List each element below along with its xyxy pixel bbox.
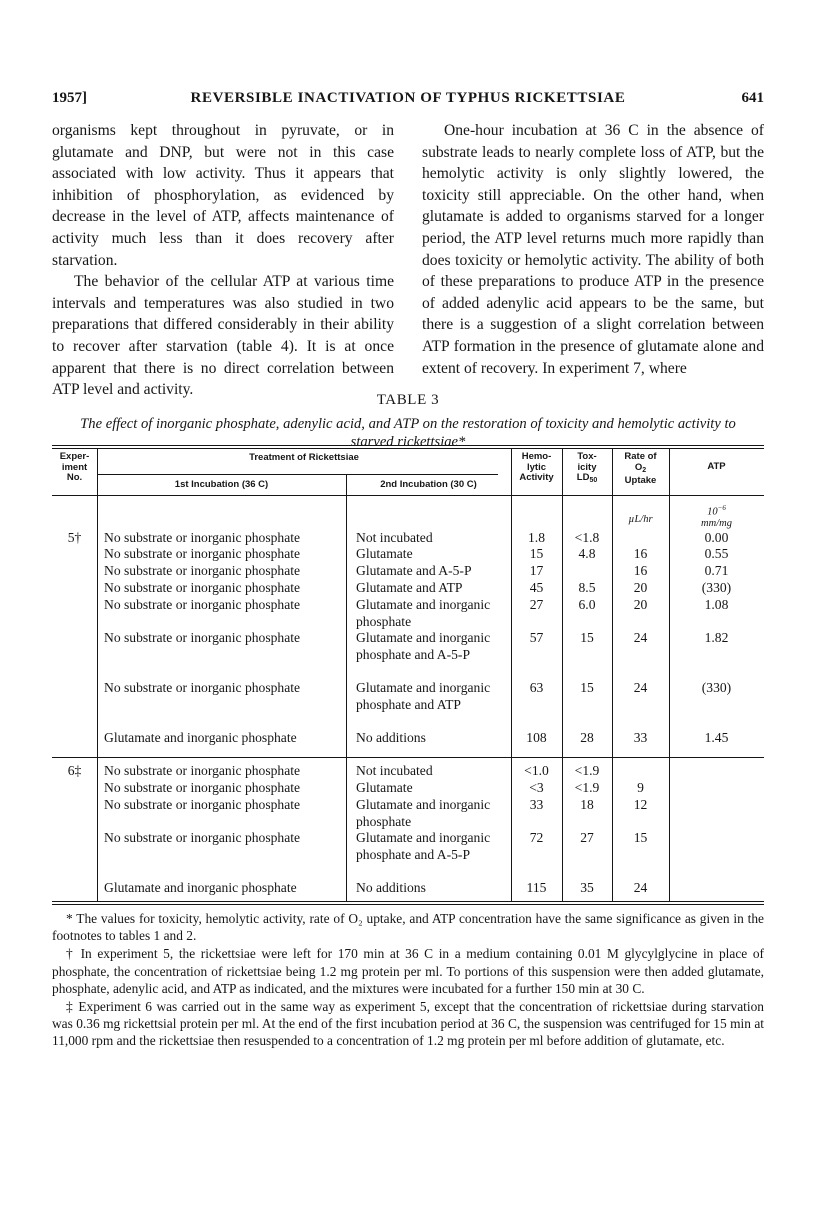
running-head: [52, 90, 764, 110]
cell-rate: 20: [633, 580, 648, 595]
volume-year: 1957]: [52, 90, 87, 106]
header-second-incubation: 2nd Incubation (30 C): [380, 479, 477, 490]
cell-experiment: 6‡: [67, 763, 82, 778]
cell-rate: 16: [633, 546, 648, 561]
cell-second-incubation: Glutamate: [356, 546, 413, 561]
cell-toxicity: <1.8: [574, 530, 600, 545]
cell-second-incubation: No additions: [356, 880, 426, 895]
column-rule: [97, 448, 98, 901]
cell-first-incubation: No substrate or inorganic phosphate: [104, 546, 301, 561]
cell-rate: 12: [633, 797, 648, 812]
table-bottom-rule: [52, 901, 764, 905]
cell-second-incubation: Glutamate and ATP: [356, 580, 463, 595]
cell-toxicity: 18: [580, 797, 594, 812]
cell-toxicity: <1.9: [574, 780, 600, 795]
cell-atp: 0.55: [704, 546, 729, 561]
footnote-star: * The values for toxicity, hemolytic activity, rate of O₂ uptake, and ATP concentration have the same significance as given in the footnotes to tables 1 and 2.: [52, 911, 764, 944]
treatment-subrule: [97, 474, 498, 475]
page-number: 641: [741, 90, 764, 106]
cell-toxicity: 15: [580, 630, 594, 645]
paragraph: The behavior of the cellular ATP at various time intervals and temperatures was also studied in two preparations that differed considerably in their ability to recover after starvation (table 4). It is at once apparent that there is no direct correlation between ATP level and activity.: [52, 273, 394, 399]
cell-first-incubation: No substrate or inorganic phosphate: [104, 597, 301, 612]
cell-first-incubation: No substrate or inorganic phosphate: [104, 780, 301, 795]
cell-hemolytic: 72: [529, 830, 544, 845]
cell-toxicity: 27: [580, 830, 594, 845]
cell-experiment: 5†: [67, 530, 82, 545]
units-atp: $10^{-6}$ mm/mg: [701, 504, 732, 529]
header-bottom-rule: [52, 495, 764, 496]
cell-second-incubation: Glutamate and A-5-P: [356, 563, 472, 578]
footnote-double-dagger: ‡ Experiment 6 was carried out in the same way as experiment 5, except that the concentration of rickettsiae during starvation was 0.36 mg rickettsial protein per ml. At the end of the first incubation period at 36 C, the suspension was centrifuged for 15 min at 11,000 rpm and the rickettsiae then resuspended to a concentration of 1.2 mg protein per ml before addition of glutamate, etc.: [52, 999, 764, 1049]
cell-atp: 1.08: [704, 597, 729, 612]
cell-rate: 24: [633, 880, 648, 895]
table-top-rule: [52, 445, 764, 449]
cell-second-incubation: Glutamate and inorganic phosphate and A-5-P: [356, 630, 491, 662]
cell-first-incubation: No substrate or inorganic phosphate: [104, 830, 301, 845]
cell-first-incubation: No substrate or inorganic phosphate: [104, 797, 301, 812]
cell-first-incubation: No substrate or inorganic phosphate: [104, 630, 301, 645]
cell-hemolytic: 15: [529, 546, 544, 561]
cell-toxicity: 6.0: [578, 597, 596, 612]
cell-hemolytic: <1.0: [524, 763, 549, 778]
cell-hemolytic: 17: [529, 563, 544, 578]
cell-rate: 24: [633, 680, 648, 695]
cell-second-incubation: Glutamate and inorganic phosphate and ATP: [356, 680, 491, 712]
table-label: TABLE 3: [376, 392, 440, 408]
header-hemolytic: Hemo- lytic Activity: [519, 451, 554, 483]
cell-toxicity: 15: [580, 680, 594, 695]
cell-rate: 16: [633, 563, 648, 578]
cell-hemolytic: 45: [529, 580, 544, 595]
cell-atp: 1.45: [704, 730, 729, 745]
left-column: [52, 120, 394, 401]
paragraph: One-hour incubation at 36 C in the absence of substrate leads to nearly complete loss of ATP, but the hemolytic activity is only slightly lowered, the toxicity still appreciable. On the other hand, when glutamate is added to organisms starved for a longer period, the ATP level returns much more rapidly than does toxicity or hemolytic activity. The ability of both of these preparations to produce ATP in the presence of added adenylic acid appears to be the same, but there is a suggestion of a slight correlation between ATP formation in the presence of glutamate alone and extent of recovery. In experiment 7, where: [422, 122, 764, 377]
header-treatment: Treatment of Rickettsiae: [249, 452, 359, 463]
cell-first-incubation: No substrate or inorganic phosphate: [104, 563, 301, 578]
cell-second-incubation: Not incubated: [356, 763, 433, 778]
cell-second-incubation: Glutamate: [356, 780, 413, 795]
units-rate: µL/hr: [628, 514, 653, 525]
cell-rate: 15: [633, 830, 648, 845]
cell-atp: 0.71: [704, 563, 729, 578]
cell-atp: (330): [701, 580, 732, 595]
cell-hemolytic: 33: [529, 797, 544, 812]
cell-first-incubation: Glutamate and inorganic phosphate: [104, 730, 297, 745]
cell-rate: 24: [633, 630, 648, 645]
cell-toxicity: 35: [580, 880, 594, 895]
cell-toxicity: <1.9: [574, 763, 600, 778]
footnote-dagger: † In experiment 5, the rickettsiae were left for 170 min at 36 C in a medium containing 0.01 M glycylglycine in place of phosphate, the concentration of rickettsiae being 1.2 mg protein per ml. To portions of this suspension were then added glutamate, phosphate, adenylic acid, and ATP as indicated, and the mixtures were incubated for a further 150 min at 30 C.: [52, 946, 764, 996]
cell-toxicity: 4.8: [578, 546, 596, 561]
cell-hemolytic: 27: [529, 597, 544, 612]
cell-first-incubation: No substrate or inorganic phosphate: [104, 680, 301, 695]
cell-first-incubation: No substrate or inorganic phosphate: [104, 763, 301, 778]
cell-second-incubation: No additions: [356, 730, 426, 745]
cell-hemolytic: 63: [529, 680, 544, 695]
cell-hemolytic: <3: [529, 780, 544, 795]
cell-second-incubation: Glutamate and inorganic phosphate and A-5-P: [356, 830, 491, 862]
cell-hemolytic: 108: [526, 730, 547, 745]
header-experiment: Exper- iment No.: [59, 451, 90, 483]
running-title: REVERSIBLE INACTIVATION OF TYPHUS RICKETTSIAE: [190, 90, 626, 106]
cell-toxicity: 28: [580, 730, 594, 745]
cell-rate: 9: [637, 780, 644, 795]
cell-hemolytic: 1.8: [528, 530, 545, 545]
cell-first-incubation: No substrate or inorganic phosphate: [104, 530, 301, 545]
cell-atp: 1.82: [704, 630, 729, 645]
cell-rate: 20: [633, 597, 648, 612]
cell-atp: (330): [701, 680, 732, 695]
footnotes: [52, 910, 764, 1051]
group-divider-rule: [52, 757, 764, 758]
cell-second-incubation: Not incubated: [356, 530, 433, 545]
header-toxicity: Tox- icity $LD_{50}$: [576, 451, 598, 484]
cell-hemolytic: 115: [526, 880, 547, 895]
header-rate-o2: Rate of $O_2$ Uptake: [624, 451, 657, 486]
cell-rate: 33: [633, 730, 648, 745]
paragraph: organisms kept throughout in pyruvate, or in glutamate and DNP, but were not in this case associated with low activity. Thus it appears that inhibition of phosphorylation, as evidenced by decrease in the level of ATP, affects maintenance of activity much less than it does recovery after starvation.: [52, 122, 394, 269]
cell-toxicity: 8.5: [578, 580, 596, 595]
right-column: [422, 120, 764, 379]
table-caption: The effect of inorganic phosphate, adenylic acid, and ATP on the restoration of toxicity and hemolytic activity to starved rickettsiae*: [80, 416, 736, 450]
column-rule: [346, 475, 347, 901]
cell-second-incubation: Glutamate and inorganic phosphate: [356, 597, 491, 629]
cell-hemolytic: 57: [529, 630, 544, 645]
cell-atp: 0.00: [704, 530, 729, 545]
header-atp: ATP: [707, 461, 726, 472]
header-first-incubation: 1st Incubation (36 C): [174, 479, 269, 490]
cell-first-incubation: No substrate or inorganic phosphate: [104, 580, 301, 595]
cell-second-incubation: Glutamate and inorganic phosphate: [356, 797, 491, 829]
cell-first-incubation: Glutamate and inorganic phosphate: [104, 880, 297, 895]
